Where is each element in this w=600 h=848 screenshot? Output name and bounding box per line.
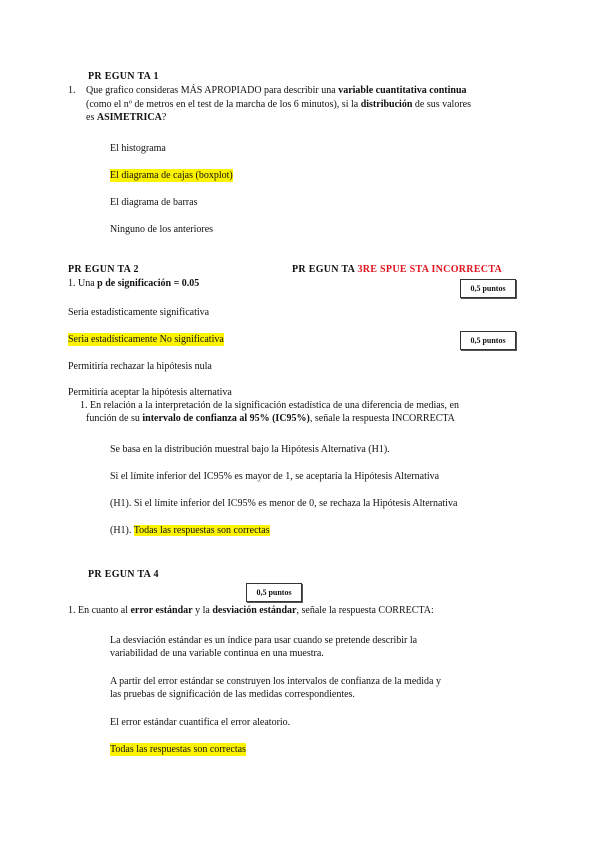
q4-option-2-line2[interactable]: las pruebas de significación de las medidas correspondientes. [110, 689, 355, 700]
q1-line3-text: es [86, 112, 97, 123]
q1-option-1[interactable]: El histograma [110, 143, 166, 154]
q1-line3-bold: ASIMETRICA [96, 112, 162, 123]
q1-stem-line2 [86, 98, 471, 111]
q2-stem [68, 277, 199, 290]
q3-option-4[interactable] [110, 524, 270, 537]
q4-option-1-line2[interactable]: variabilidad de una variable continua en una muestra. [110, 648, 324, 659]
q4-stem-text2: y la [192, 605, 213, 616]
q4-stem [68, 604, 434, 617]
q1-stem-line1 [86, 84, 467, 97]
q1-option-3[interactable]: El diagrama de barras [110, 197, 198, 208]
q3-heading-red: 3RE SPUE STA INCORRECTA [357, 264, 503, 275]
q3-stem-line1: 1. En relación a la interpretación de la significación estadística de una diferencia de medias, en [80, 400, 459, 411]
q3-option-4-prefix: (H1). [110, 525, 134, 536]
q1-stem-text2: para describir una [261, 85, 339, 96]
q1-stem-bold: variable cuantitativa continua [338, 85, 467, 96]
q3-points-badge-mid: 0,5 puntos [460, 331, 516, 350]
q3-line2-end: , señale la respuesta INCORRECTA [309, 413, 455, 424]
q3-stem-line2 [86, 412, 455, 425]
q1-line2-end: de sus valores [412, 99, 471, 110]
q4-stem-end: , señale la respuesta CORRECTA: [296, 605, 434, 616]
q2-stem-text: 1. Una [68, 278, 98, 289]
q4-stem-text: 1. En cuanto al [68, 605, 131, 616]
q3-line2-text: función de su [86, 413, 143, 424]
q2-stem-bold: p de significación = 0.05 [97, 278, 200, 289]
q1-number: 1. [68, 85, 76, 96]
q1-line3-end: ? [161, 112, 167, 123]
q1-stem-emph: MÁS APROPIADO [180, 85, 262, 96]
q2-option-4[interactable]: Permitiría aceptar la hipótesis alternativa [68, 387, 232, 398]
q4-points-badge: 0,5 puntos [246, 583, 302, 602]
q4-option-3[interactable]: El error estándar cuantifica el error aleatorio. [110, 717, 291, 728]
q3-line2-bold: intervalo de confianza al 95% (IC95%) [142, 413, 310, 424]
q1-stem-line3 [86, 111, 166, 124]
q1-heading: PR EGUN TA 1 [88, 71, 159, 82]
q3-heading-text: PR EGUN TA [292, 264, 358, 275]
q3-heading [292, 263, 502, 276]
q1-line2-text: (como el nº de metros en el test de la marcha de los 6 minutos), si la [86, 99, 361, 110]
q3-option-2[interactable]: Si el límite inferior del IC95% es mayor de 1, se aceptaría la Hipótesis Alternativa [110, 471, 440, 482]
q2-option-2-correct[interactable]: Seria estadísticamente No significativa [68, 334, 224, 345]
q1-line2-bold: distribución [360, 99, 413, 110]
q4-option-1-line1[interactable]: La desviación estándar es un índice para usar cuando se pretende describir la [110, 635, 418, 646]
q3-option-1[interactable]: Se basa en la distribución muestral bajo la Hipótesis Alternativa (H1). [110, 444, 390, 455]
q2-option-3[interactable]: Permitiría rechazar la hipótesis nula [68, 361, 212, 372]
q1-stem-text: Que grafico consideras [86, 85, 181, 96]
q1-option-2-correct[interactable]: El diagrama de cajas (boxplot) [110, 170, 233, 181]
q1-option-4[interactable]: Ninguno de los anteriores [110, 224, 214, 235]
q2-heading: PR EGUN TA 2 [68, 264, 139, 275]
q3-option-3[interactable]: (H1). Si el límite inferior del IC95% es menor de 0, se rechaza la Hipótesis Alternativa [110, 498, 458, 509]
q4-heading: PR EGUN TA 4 [88, 569, 159, 580]
q4-option-4-correct[interactable]: Todas las respuestas son correctas [110, 744, 246, 755]
q4-stem-bold-2: desviación estándar [212, 605, 297, 616]
q2-option-1[interactable]: Seria estadísticamente significativa [68, 307, 210, 318]
q3-option-4-correct: Todas las respuestas son correctas [133, 525, 270, 536]
q4-stem-bold-1: error estándar [130, 605, 193, 616]
q4-option-2-line1[interactable]: A partir del error estándar se construyen los intervalos de confianza de la medida y [110, 676, 441, 687]
q3-points-badge-top: 0,5 puntos [460, 279, 516, 298]
